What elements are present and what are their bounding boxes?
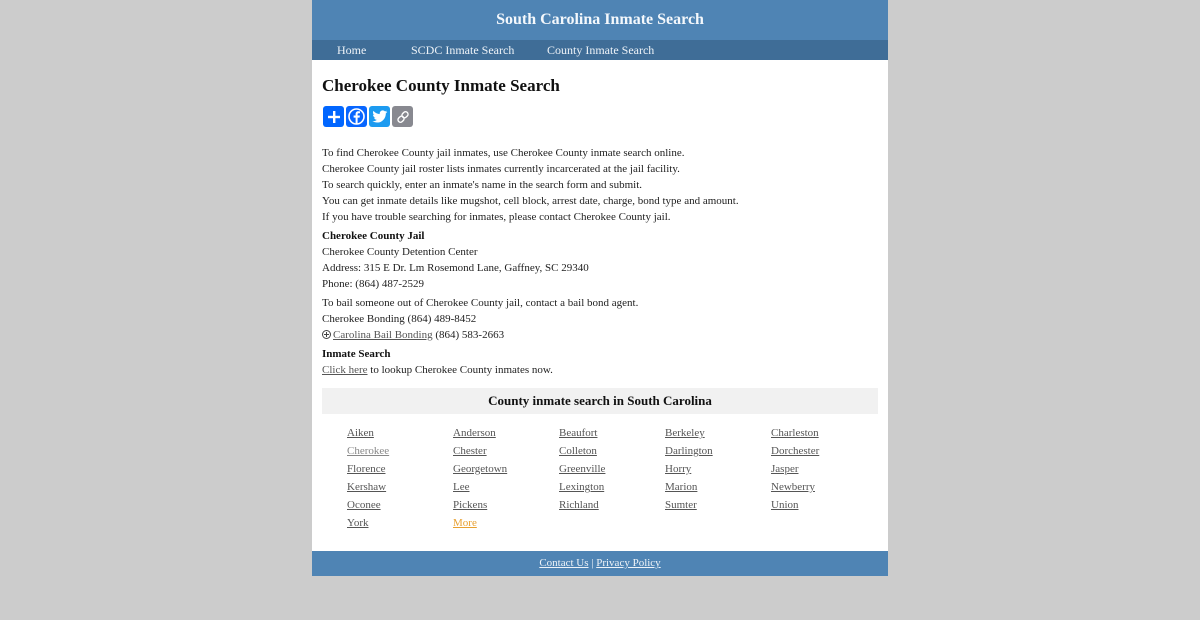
intro-line: To search quickly, enter an inmate's name in the search form and submit. — [322, 179, 643, 191]
county-link-charleston[interactable]: Charleston — [771, 427, 819, 439]
county-section-heading: County inmate search in South Carolina — [322, 388, 878, 414]
county-link-pickens[interactable]: Pickens — [453, 499, 488, 511]
link-icon — [396, 110, 410, 124]
county-link-newberry[interactable]: Newberry — [771, 481, 815, 493]
county-link-kershaw[interactable]: Kershaw — [347, 481, 387, 493]
county-link-colleton[interactable]: Colleton — [559, 445, 597, 457]
bail-agent-link[interactable]: Carolina Bail Bonding — [333, 329, 433, 341]
bail-agent-name: Cherokee Bonding — [322, 313, 405, 325]
site-footer — [312, 551, 888, 576]
county-link-cherokee[interactable]: Cherokee — [347, 445, 390, 457]
share-buttons — [323, 106, 878, 127]
share-copy-link-button[interactable] — [392, 106, 413, 127]
intro-line: If you have trouble searching for inmates, please contact Cherokee County jail. — [322, 211, 671, 223]
main-nav — [312, 40, 888, 60]
privacy-policy-link[interactable]: Privacy Policy — [596, 557, 661, 569]
county-link-beaufort[interactable]: Beaufort — [559, 427, 598, 439]
bail-agent-phone: (864) 583-2663 — [435, 329, 505, 341]
inmate-search-heading: Inmate Search — [322, 348, 391, 360]
bail-agent-phone: (864) 489-8452 — [407, 313, 477, 325]
contact-us-link[interactable]: Contact Us — [539, 557, 589, 569]
main-content — [312, 76, 888, 532]
plus-icon — [327, 110, 341, 124]
county-link-florence[interactable]: Florence — [347, 463, 386, 475]
intro-line: To find Cherokee County jail inmates, use Cherokee County inmate search online. — [322, 147, 685, 159]
county-link-dorchester[interactable]: Dorchester — [771, 445, 820, 457]
intro-line: You can get inmate details like mugshot, cell block, arrest date, charge, bond type and amount. — [322, 195, 739, 207]
nav-county-inmate-search[interactable]: County Inmate Search — [547, 42, 655, 57]
facebook-icon — [348, 108, 365, 125]
county-list — [322, 424, 878, 532]
county-link-more[interactable]: More — [453, 517, 477, 529]
share-twitter-button[interactable] — [369, 106, 390, 127]
county-link-greenville[interactable]: Greenville — [559, 463, 606, 475]
plus-circle-icon — [322, 330, 331, 339]
bail-intro: To bail someone out of Cherokee County jail, contact a bail bond agent. — [322, 297, 639, 309]
county-link-york[interactable]: York — [347, 517, 369, 529]
intro-paragraph — [322, 145, 878, 225]
click-here-link[interactable]: Click here — [322, 364, 368, 376]
county-link-aiken[interactable]: Aiken — [347, 427, 374, 439]
bail-agent — [322, 327, 878, 343]
county-link-lee[interactable]: Lee — [453, 481, 470, 493]
bail-info — [322, 295, 878, 343]
jail-info — [322, 228, 878, 292]
share-add-button[interactable] — [323, 106, 344, 127]
page-title: Cherokee County Inmate Search — [322, 76, 560, 95]
site-header — [312, 0, 888, 40]
jail-name: Cherokee County Detention Center — [322, 246, 478, 258]
county-link-berkeley[interactable]: Berkeley — [665, 427, 705, 439]
site-title: South Carolina Inmate Search — [496, 11, 704, 28]
county-link-richland[interactable]: Richland — [559, 499, 599, 511]
county-link-union[interactable]: Union — [771, 499, 799, 511]
county-link-jasper[interactable]: Jasper — [771, 463, 799, 475]
nav-home[interactable]: Home — [337, 42, 367, 57]
county-link-georgetown[interactable]: Georgetown — [453, 463, 508, 475]
jail-address: Address: 315 E Dr. Lm Rosemond Lane, Gaffney, SC 29340 — [322, 262, 589, 274]
jail-phone: Phone: (864) 487-2529 — [322, 278, 425, 290]
inmate-search-text: to lookup Cherokee County inmates now. — [367, 364, 553, 376]
twitter-icon — [372, 110, 388, 124]
county-link-darlington[interactable]: Darlington — [665, 445, 713, 457]
county-link-anderson[interactable]: Anderson — [453, 427, 496, 439]
footer-separator: | — [591, 557, 594, 569]
county-link-lexington[interactable]: Lexington — [559, 481, 605, 493]
county-link-sumter[interactable]: Sumter — [665, 499, 697, 511]
bail-agent — [322, 311, 878, 327]
intro-line: Cherokee County jail roster lists inmates currently incarcerated at the jail facility. — [322, 163, 680, 175]
county-link-horry[interactable]: Horry — [665, 463, 692, 475]
nav-scdc-inmate-search[interactable]: SCDC Inmate Search — [411, 42, 515, 57]
inmate-search-section — [322, 346, 878, 378]
county-link-marion[interactable]: Marion — [665, 481, 698, 493]
county-link-oconee[interactable]: Oconee — [347, 499, 381, 511]
jail-heading: Cherokee County Jail — [322, 230, 425, 242]
share-facebook-button[interactable] — [346, 106, 367, 127]
page-container — [312, 0, 888, 576]
county-link-chester[interactable]: Chester — [453, 445, 487, 457]
